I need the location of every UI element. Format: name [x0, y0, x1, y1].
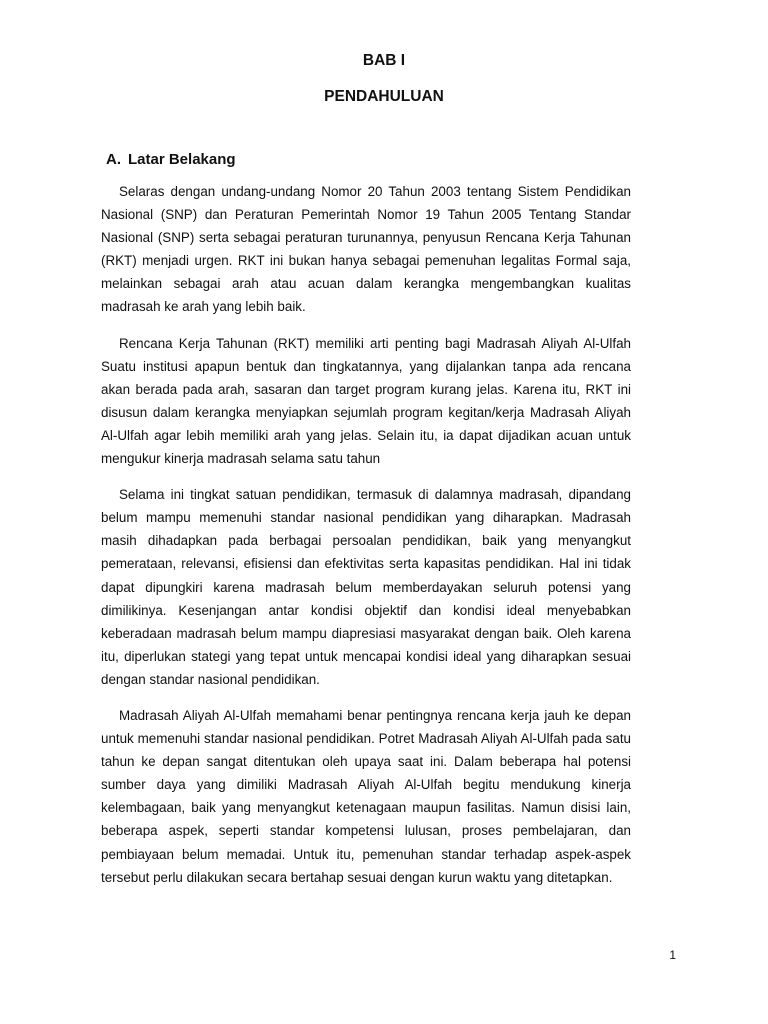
section-title: Latar Belakang	[128, 151, 236, 168]
chapter-number: BAB I	[362, 52, 406, 69]
paragraph-2: Rencana Kerja Tahunan (RKT) memiliki arti penting bagi Madrasah Aliyah Al-Ulfah Suatu institusi apapun bentuk dan tingkatannya, yang dijalankan tanpa ada rencana akan berada pada arah, sasaran dan target program kurang jelas. Karena itu, RKT ini disusun dalam kerangka menyiapkan sejumlah program kegitan/kerja Madrasah Aliyah Al-Ulfah agar lebih memiliki arah yang jelas. Selain itu, ia dapat dijadikan acuan untuk mengukur kinerja madrasah selama satu tahun	[101, 335, 631, 467]
paragraph-4: Madrasah Aliyah Al-Ulfah memahami benar pentingnya rencana kerja jauh ke depan untuk memenuhi standar nasional pendidikan. Potret Madrasah Aliyah Al-Ulfah pada satu tahun ke depan sangat ditentukan oleh upaya saat ini. Dalam beberapa hal potensi sumber daya yang dimiliki Madrasah Aliyah Al-Ulfah begitu mendukung kinerja kelembagaan, baik yang menyangkut ketenagaan maupun fasilitas. Namun disisi lain, beberapa aspek, seperti standar kompetensi lulusan, proses pembelajaran, dan pembiayaan belum memadai. Untuk itu, pemenuhan standar terhadap aspek-aspek tersebut perlu dilakukan secara bertahap sesuai dengan kurun waktu yang ditetapkan.	[101, 707, 631, 885]
chapter-title: PENDAHULUAN	[324, 88, 444, 105]
section-letter: A.	[106, 151, 121, 168]
paragraph-3: Selama ini tingkat satuan pendidikan, termasuk di dalamnya madrasah, dipandang belum mampu memenuhi standar nasional pendidikan yang diharapkan. Madrasah masih dihadapkan pada berbagai persoalan pendidikan, baik yang menyangkut pemerataan, relevansi, efisiensi dan efektivitas serta kapasitas pendidikan. Hal ini tidak dapat dipungkiri karena madrasah belum memberdayakan seluruh potensi yang dimilikinya. Kesenjangan antar kondisi objektif dan kondisi ideal menyebabkan keberadaan madrasah belum mampu diapresiasi masyarakat dengan baik. Oleh karena itu, diperlukan stategi yang tepat untuk mencapai kondisi ideal yang diharapkan sesuai dengan standar nasional pendidikan.	[101, 487, 631, 687]
body-text	[101, 180, 631, 902]
section-heading	[106, 151, 236, 168]
paragraph-1: Selaras dengan undang-undang Nomor 20 Tahun 2003 tentang Sistem Pendidikan Nasional (SNP) dan Peraturan Pemerintah Nomor 19 Tahun 2005 Tentang Standar Nasional (SNP) serta sebagai peraturan turunannya, penyusun Rencana Kerja Tahunan (RKT) menjadi urgen. RKT ini bukan hanya sebagai pemenuhan legalitas Formal saja, melainkan sebagai arah atau acuan dalam kerangka mengembangkan kualitas madrasah ke arah yang lebih baik.	[101, 184, 631, 315]
page-number: 1	[669, 948, 676, 962]
